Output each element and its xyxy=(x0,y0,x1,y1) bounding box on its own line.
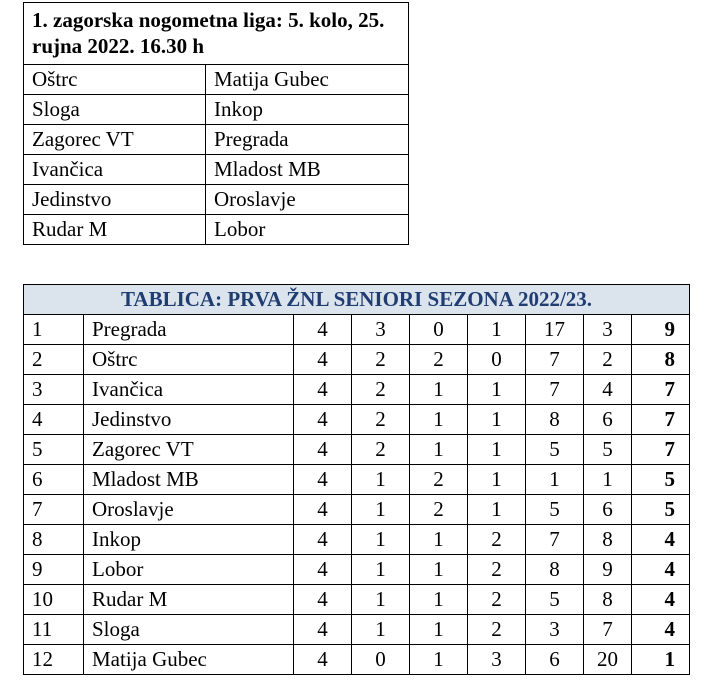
team-cell: Jedinstvo xyxy=(84,405,294,435)
drawn-cell: 1 xyxy=(410,375,468,405)
fixture-row xyxy=(24,124,409,154)
standings-table xyxy=(23,284,690,675)
goals-against-cell: 20 xyxy=(584,645,632,675)
drawn-cell: 1 xyxy=(410,615,468,645)
lost-cell: 1 xyxy=(468,315,526,345)
lost-cell: 1 xyxy=(468,495,526,525)
won-cell: 2 xyxy=(352,405,410,435)
won-cell: 1 xyxy=(352,555,410,585)
fixture-row xyxy=(24,154,409,184)
played-cell: 4 xyxy=(294,495,352,525)
goals-for-cell: 8 xyxy=(526,555,584,585)
played-cell: 4 xyxy=(294,315,352,345)
team-cell: Ivančica xyxy=(84,375,294,405)
drawn-cell: 2 xyxy=(410,465,468,495)
played-cell: 4 xyxy=(294,585,352,615)
standings-title: TABLICA: PRVA ŽNL SENIORI SEZONA 2022/23. xyxy=(24,285,690,315)
team-cell: Oroslavje xyxy=(84,495,294,525)
won-cell: 1 xyxy=(352,465,410,495)
goals-for-cell: 5 xyxy=(526,585,584,615)
lost-cell: 1 xyxy=(468,375,526,405)
won-cell: 1 xyxy=(352,525,410,555)
goals-against-cell: 5 xyxy=(584,435,632,465)
team-cell: Inkop xyxy=(84,525,294,555)
lost-cell: 2 xyxy=(468,525,526,555)
played-cell: 4 xyxy=(294,435,352,465)
team-cell: Lobor xyxy=(84,555,294,585)
goals-for-cell: 7 xyxy=(526,375,584,405)
fixture-away: Oroslavje xyxy=(206,184,409,214)
table-row xyxy=(24,615,690,645)
fixture-row xyxy=(24,64,409,94)
drawn-cell: 1 xyxy=(410,585,468,615)
position-cell: 8 xyxy=(24,525,84,555)
fixture-away: Inkop xyxy=(206,94,409,124)
goals-for-cell: 3 xyxy=(526,615,584,645)
goals-against-cell: 8 xyxy=(584,585,632,615)
drawn-cell: 1 xyxy=(410,435,468,465)
goals-against-cell: 3 xyxy=(584,315,632,345)
team-cell: Oštrc xyxy=(84,345,294,375)
fixture-home: Rudar M xyxy=(24,214,206,244)
position-cell: 6 xyxy=(24,465,84,495)
won-cell: 2 xyxy=(352,375,410,405)
lost-cell: 2 xyxy=(468,555,526,585)
position-cell: 3 xyxy=(24,375,84,405)
points-cell: 1 xyxy=(632,645,690,675)
table-row xyxy=(24,315,690,345)
points-cell: 7 xyxy=(632,375,690,405)
points-cell: 5 xyxy=(632,465,690,495)
points-cell: 4 xyxy=(632,585,690,615)
fixture-row xyxy=(24,214,409,244)
fixtures-table xyxy=(23,2,409,245)
position-cell: 12 xyxy=(24,645,84,675)
fixture-away: Lobor xyxy=(206,214,409,244)
drawn-cell: 1 xyxy=(410,405,468,435)
lost-cell: 1 xyxy=(468,465,526,495)
position-cell: 4 xyxy=(24,405,84,435)
standings-body xyxy=(24,315,690,675)
goals-for-cell: 6 xyxy=(526,645,584,675)
lost-cell: 3 xyxy=(468,645,526,675)
won-cell: 0 xyxy=(352,645,410,675)
points-cell: 4 xyxy=(632,525,690,555)
fixtures-title: 1. zagorska nogometna liga: 5. kolo, 25. rujna 2022. 16.30 h xyxy=(24,3,409,65)
won-cell: 3 xyxy=(352,315,410,345)
goals-against-cell: 6 xyxy=(584,405,632,435)
points-cell: 9 xyxy=(632,315,690,345)
table-row xyxy=(24,525,690,555)
goals-against-cell: 2 xyxy=(584,345,632,375)
goals-against-cell: 6 xyxy=(584,495,632,525)
goals-against-cell: 8 xyxy=(584,525,632,555)
goals-for-cell: 17 xyxy=(526,315,584,345)
points-cell: 7 xyxy=(632,435,690,465)
position-cell: 10 xyxy=(24,585,84,615)
position-cell: 2 xyxy=(24,345,84,375)
goals-for-cell: 7 xyxy=(526,525,584,555)
fixture-home: Zagorec VT xyxy=(24,124,206,154)
won-cell: 1 xyxy=(352,495,410,525)
table-row xyxy=(24,585,690,615)
position-cell: 1 xyxy=(24,315,84,345)
goals-for-cell: 1 xyxy=(526,465,584,495)
fixture-away: Matija Gubec xyxy=(206,64,409,94)
drawn-cell: 0 xyxy=(410,315,468,345)
played-cell: 4 xyxy=(294,465,352,495)
won-cell: 1 xyxy=(352,585,410,615)
played-cell: 4 xyxy=(294,645,352,675)
position-cell: 11 xyxy=(24,615,84,645)
played-cell: 4 xyxy=(294,555,352,585)
fixture-home: Sloga xyxy=(24,94,206,124)
fixture-row xyxy=(24,94,409,124)
drawn-cell: 1 xyxy=(410,555,468,585)
fixture-home: Oštrc xyxy=(24,64,206,94)
goals-for-cell: 7 xyxy=(526,345,584,375)
played-cell: 4 xyxy=(294,615,352,645)
lost-cell: 1 xyxy=(468,405,526,435)
goals-against-cell: 4 xyxy=(584,375,632,405)
fixture-away: Mladost MB xyxy=(206,154,409,184)
team-cell: Sloga xyxy=(84,615,294,645)
played-cell: 4 xyxy=(294,405,352,435)
goals-for-cell: 8 xyxy=(526,405,584,435)
fixture-away: Pregrada xyxy=(206,124,409,154)
points-cell: 5 xyxy=(632,495,690,525)
drawn-cell: 1 xyxy=(410,645,468,675)
goals-against-cell: 9 xyxy=(584,555,632,585)
points-cell: 7 xyxy=(632,405,690,435)
lost-cell: 2 xyxy=(468,615,526,645)
position-cell: 7 xyxy=(24,495,84,525)
position-cell: 5 xyxy=(24,435,84,465)
fixture-row xyxy=(24,184,409,214)
won-cell: 1 xyxy=(352,615,410,645)
goals-against-cell: 7 xyxy=(584,615,632,645)
drawn-cell: 2 xyxy=(410,345,468,375)
table-row xyxy=(24,645,690,675)
team-cell: Matija Gubec xyxy=(84,645,294,675)
drawn-cell: 2 xyxy=(410,495,468,525)
points-cell: 4 xyxy=(632,615,690,645)
position-cell: 9 xyxy=(24,555,84,585)
table-row xyxy=(24,435,690,465)
lost-cell: 0 xyxy=(468,345,526,375)
played-cell: 4 xyxy=(294,525,352,555)
team-cell: Mladost MB xyxy=(84,465,294,495)
table-row xyxy=(24,555,690,585)
drawn-cell: 1 xyxy=(410,525,468,555)
points-cell: 4 xyxy=(632,555,690,585)
table-row xyxy=(24,495,690,525)
table-row xyxy=(24,405,690,435)
points-cell: 8 xyxy=(632,345,690,375)
team-cell: Rudar M xyxy=(84,585,294,615)
table-row xyxy=(24,345,690,375)
lost-cell: 2 xyxy=(468,585,526,615)
table-row xyxy=(24,375,690,405)
team-cell: Zagorec VT xyxy=(84,435,294,465)
goals-for-cell: 5 xyxy=(526,435,584,465)
won-cell: 2 xyxy=(352,345,410,375)
fixture-home: Jedinstvo xyxy=(24,184,206,214)
played-cell: 4 xyxy=(294,375,352,405)
table-row xyxy=(24,465,690,495)
won-cell: 2 xyxy=(352,435,410,465)
played-cell: 4 xyxy=(294,345,352,375)
team-cell: Pregrada xyxy=(84,315,294,345)
lost-cell: 1 xyxy=(468,435,526,465)
goals-for-cell: 5 xyxy=(526,495,584,525)
goals-against-cell: 1 xyxy=(584,465,632,495)
fixture-home: Ivančica xyxy=(24,154,206,184)
